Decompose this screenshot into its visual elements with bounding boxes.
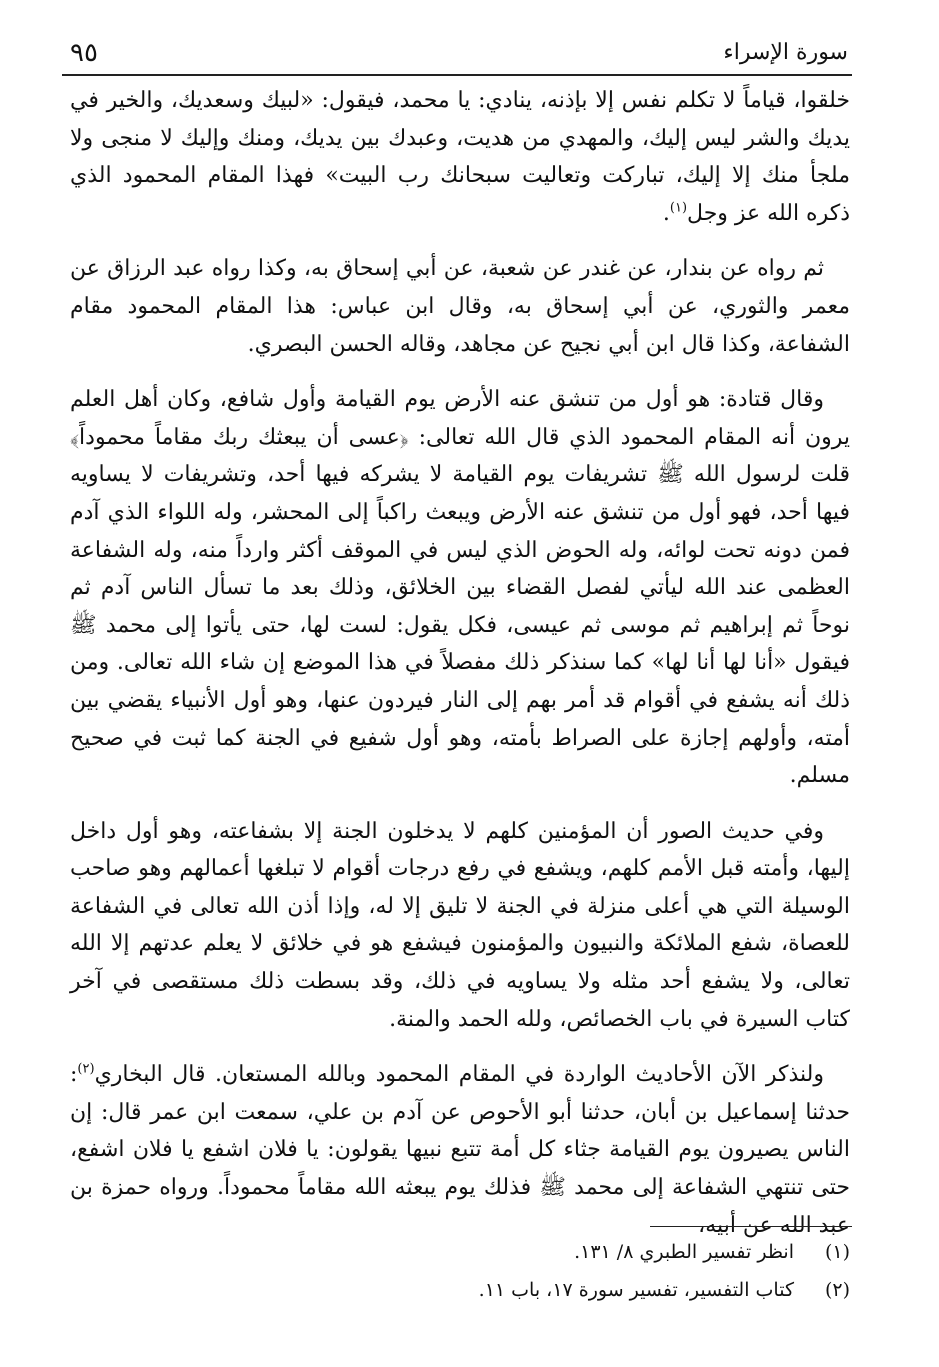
body-text [70, 82, 850, 1244]
footnote-separator [650, 1226, 852, 1227]
footnote-ref-2[interactable]: (٢) [77, 1061, 95, 1077]
paragraph-5-tail: : حدثنا إسماعيل بن أبان، حدثنا أبو الأحوص عن آدم بن علي، سمعت ابن عمر قال: إن الناس يصيرون يوم القيامة جثاء كل أمة تتبع نبيها يقولون: يا فلان اشفع يا فلان اشفع، حتى تنتهي الشفاعة إلى محمد ﷺ فذلك يوم يبعثه الله مقاماً محموداً. ورواه حمزة بن عبد الله عن أبيه، [70, 1062, 850, 1238]
running-title: سورة الإسراء [723, 40, 848, 65]
paragraph-1 [70, 82, 850, 232]
page-header [62, 36, 852, 72]
footnote-1-text: انظر تفسير الطبري ٨/ ١٣١. [574, 1241, 794, 1263]
paragraph-4-text: وفي حديث الصور أن المؤمنين كلهم لا يدخلون الجنة إلا بشفاعته، وهو أول داخل إليها، وأمته قبل الأمم كلهم، ويشفع في رفع درجات أقوام لا تبلغها أعمالهم وهو صاحب الوسيلة التي هي أعلى منزلة في الجنة لا تليق إلا له، وإذا أذن الله تعالى في الشفاعة للعصاة، شفع الملائكة والنبيون والمؤمنون فيشفع هو في خلائق لا يعلم عدتهم إلا الله تعالى، ولا يشفع أحد مثله ولا يساويه في ذلك، وقد بسطت ذلك مستقصى في آخر كتاب السيرة في باب الخصائص، ولله الحمد والمنة. [70, 818, 850, 1032]
paragraph-4 [70, 813, 850, 1039]
paragraph-1-text: خلقوا، قياماً لا تكلم نفس إلا بإذنه، ينادي: يا محمد، فيقول: «لبيك وسعديك، والخير في يديك والشر ليس إليك، والمهدي من هديت، وعبدك بين يديك، ومنك وإليك لا منجى ولا ملجأ منك إلا إليك، تباركت وتعاليت سبحانك رب البيت» فهذا المقام المحمود الذي ذكره الله عز وجل [70, 88, 850, 226]
paragraph-5-text: ولنذكر الآن الأحاديث الواردة في المقام المحمود وبالله المستعان. قال البخاري [94, 1062, 824, 1088]
footnotes [70, 1236, 850, 1312]
paragraph-5 [70, 1056, 850, 1244]
page-number: ٩٥ [70, 38, 98, 68]
paragraph-1-tail: . [662, 200, 670, 226]
header-rule [62, 74, 852, 76]
paragraph-3-text: وقال قتادة: هو أول من تنشق عنه الأرض يوم القيامة وأول شافع، وكان أهل العلم يرون أنه المقام المحمود الذي قال الله تعالى: ﴿عسى أن يبعثك ربك مقاماً محموداً﴾ قلت لرسول الله ﷺ تشريفات يوم القيامة لا يشركه فيها أحد، وتشريفات لا يساويه فيها أحد، فهو أول من تنشق عنه الأرض ويبعث راكباً إلى المحشر، وله اللواء الذي آدم فمن دونه تحت لوائه، وله الحوض الذي ليس في الموقف أكثر وارداً منه، وله الشفاعة العظمى عند الله ليأتي لفصل القضاء بين الخلائق، وذلك بعد ما تسأل الناس آدم ثم نوحاً ثم إبراهيم ثم موسى ثم عيسى، فكل يقول: لست لها، حتى يأتوا إلى محمد ﷺ فيقول «أنا لها أنا لها» كما سنذكر ذلك مفصلاً في هذا الموضع إن شاء الله تعالى. ومن ذلك أنه يشفع في أقوام قد أمر بهم إلى النار فيردون عنها، وهو أول الأنبياء يقضي بين أمته، وأولهم إجازة على الصراط بأمته، وهو أول شفيع في الجنة كما ثبت في صحيح مسلم. [70, 387, 850, 789]
footnote-1-number: (١) [824, 1241, 850, 1263]
footnote-2-text: كتاب التفسير، تفسير سورة ١٧، باب ١١. [478, 1279, 794, 1301]
paragraph-3 [70, 381, 850, 795]
footnote-2-number: (٢) [824, 1279, 850, 1301]
footnote-1 [70, 1236, 850, 1268]
footnote-2 [70, 1274, 850, 1306]
paragraph-2 [70, 250, 850, 363]
paragraph-2-text: ثم رواه عن بندار، عن غندر عن شعبة، عن أبي إسحاق به، وكذا رواه عبد الرزاق عن معمر والثوري، عن أبي إسحاق به، وقال ابن عباس: هذا المقام المحمود مقام الشفاعة، وكذا قال ابن أبي نجيح عن مجاهد، وقاله الحسن البصري. [70, 256, 850, 357]
footnote-ref-1[interactable]: (١) [669, 200, 688, 216]
